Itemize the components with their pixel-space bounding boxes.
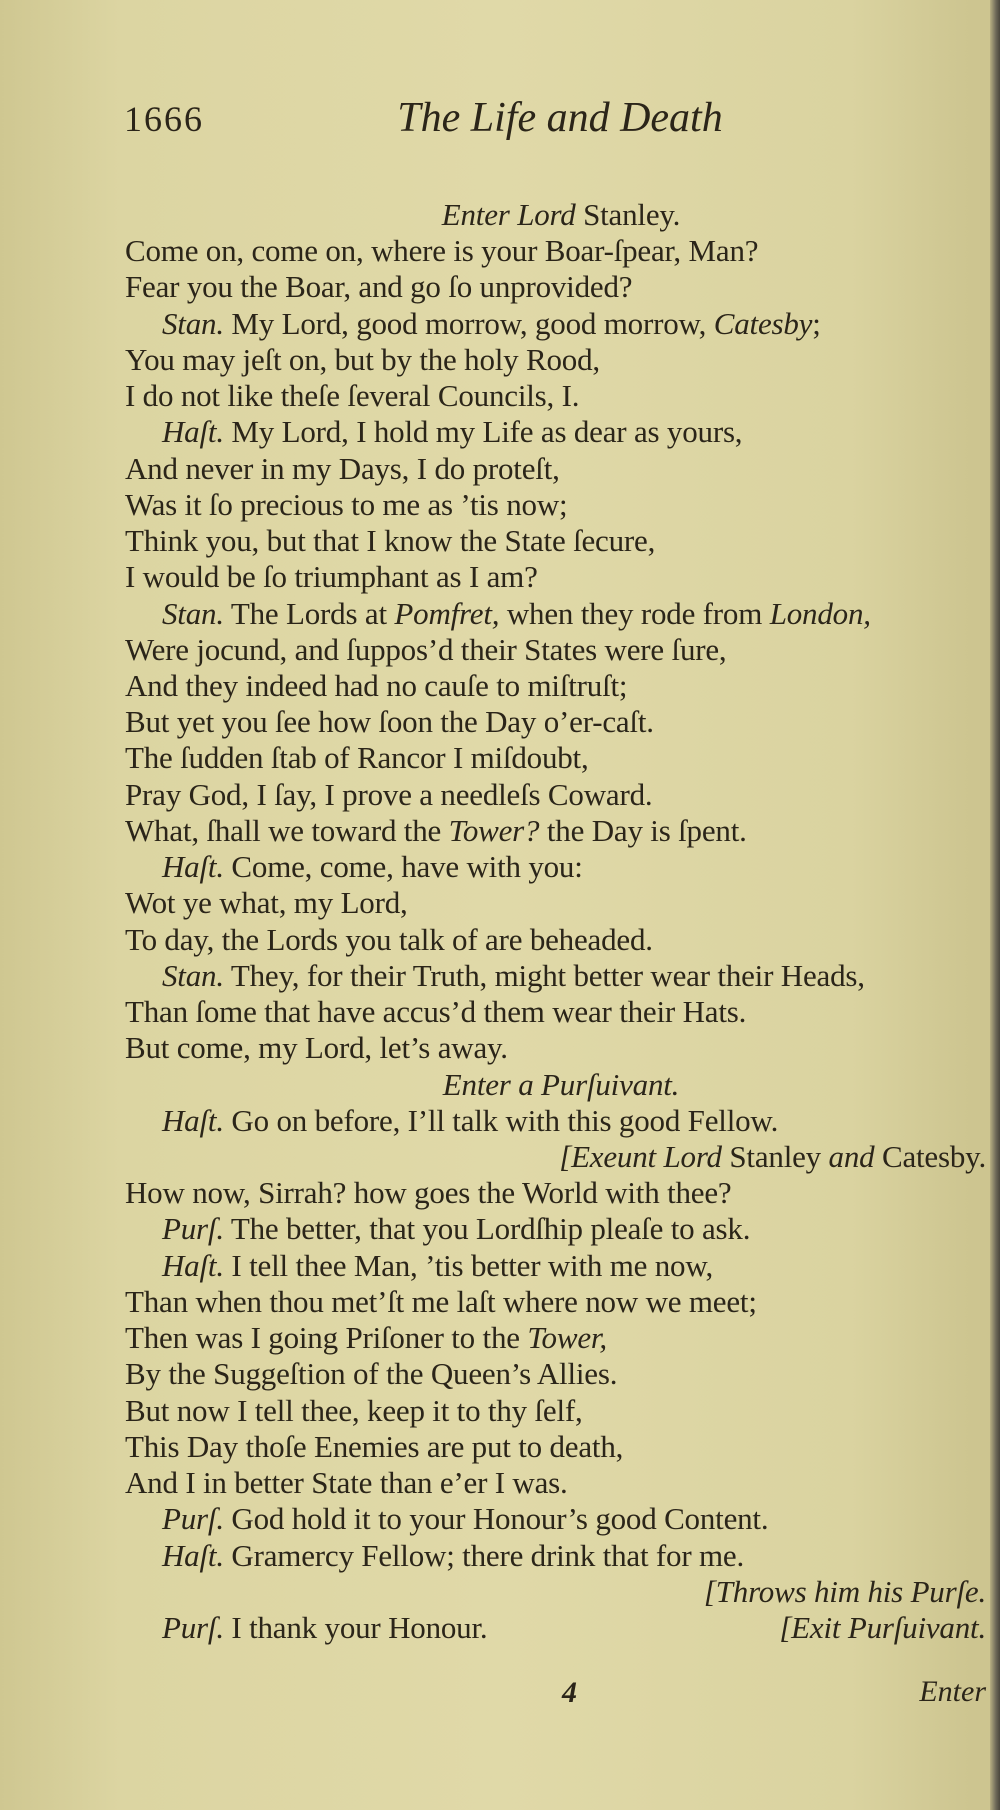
text-segment: Enter Lord [441,197,584,232]
verse-line [162,1248,713,1284]
verse-line [162,849,583,885]
verse-line [125,813,747,849]
text-segment: Wot ye what, my Lord, [125,885,408,921]
signature-mark: 4 [562,1676,577,1709]
text-segment: Enter a Purſuivant. [442,1066,680,1102]
text-segment: Catesby. [881,1138,986,1174]
page-number: 1666 [124,99,204,139]
text-segment: Stanley. [583,197,681,232]
text-segment: ; [812,305,821,341]
text-segment: I tell thee Man, ’tis better with me now, [223,1247,714,1283]
text-segment: God hold it to your Honour’s good Content. [223,1501,769,1537]
speaker-name: Haſt. [162,849,224,885]
speaker-name: Haſt. [162,1247,224,1283]
text-segment: And I in better State than e’er I was. [125,1465,568,1501]
speaker-name: Haſt. [162,1537,224,1573]
text-segment: and [828,1138,882,1174]
verse-line [162,958,865,994]
text-segment: when they rode from [499,595,770,631]
verse-line [125,777,652,813]
text-segment: Pray God, I ſay, I prove a needleſs Coward. [125,776,653,812]
text-segment: And never in my Days, I do proteſt, [125,450,560,486]
text-segment: By the Suggeſtion of the Queen’s Allies. [125,1356,618,1392]
verse-line [125,1175,731,1211]
text-segment: But now I tell thee, keep it to thy ſelf, [125,1392,583,1428]
verse-line [125,994,746,1030]
stage-direction [0,197,1000,233]
text-segment: I thank your Honour. [223,1609,488,1645]
text-segment: Think you, but that I know the State ſecure, [125,523,656,559]
verse-line [162,1103,778,1139]
text-segment: Tower? [448,812,540,848]
text-segment: Than ſome that have accus’d them wear their Hats. [125,994,747,1030]
verse-line [125,233,758,269]
stage-direction [704,1574,986,1610]
text-segment: To day, the Lords you talk of are beheaded. [125,921,653,957]
verse-line [162,1501,768,1537]
text-segment: But come, my Lord, let’s away. [125,1030,508,1066]
verse-line [125,342,600,378]
speaker-name: Purſ. [162,1211,224,1247]
stage-direction [0,1067,1000,1103]
text-segment: Tower, [527,1320,607,1356]
text-segment: Go on before, I’ll talk with this good Fellow. [223,1102,779,1138]
verse-line [162,306,821,342]
verse-line [125,1320,607,1356]
text-segment: Catesby [713,305,813,341]
speaker-name: Haſt. [162,414,224,450]
speaker-name: Stan. [162,957,224,993]
verse-line [125,1393,583,1429]
verse-line [125,523,655,559]
text-segment: My Lord, I hold my Life as dear as yours, [223,414,743,450]
text-segment: [Exeunt Lord [559,1138,730,1174]
text-segment: Come, come, have with you: [223,849,583,885]
verse-line [125,1284,757,1320]
text-segment: Gramercy Fellow; there drink that for me. [223,1537,745,1573]
text-segment: You may jeſt on, but by the holy Rood, [125,341,600,377]
speaker-name: Purſ. [162,1609,224,1645]
text-segment: Pomfret, [394,595,500,631]
text-segment: Stanley [729,1138,829,1174]
text-segment: I would be ſo triumphant as I am? [125,559,538,595]
verse-line [125,704,654,740]
text-segment: How now, Sirrah? how goes the World with thee? [125,1175,732,1211]
text-segment: The better, that you Lordſhip pleaſe to ask. [223,1211,751,1247]
text-segment: Come on, come on, where is your Boar-ſpear, Man? [125,233,759,269]
verse-line [162,414,742,450]
stage-direction [559,1139,986,1175]
text-segment: Then was I going Priſoner to the [125,1320,528,1356]
verse-line [125,1030,508,1066]
text-segment: The Lords at [223,595,395,631]
verse-line [162,1610,487,1646]
verse-line [125,1356,617,1392]
stage-direction: [Exit Purſuivant. [779,1609,986,1645]
text-segment: the Day is ſpent. [539,812,747,848]
verse-line [125,269,632,305]
text-segment: London, [769,595,871,631]
verse-line [162,1211,750,1247]
verse-line [125,559,538,595]
page-edge-shadow [990,0,1000,1810]
verse-line [125,1465,568,1501]
verse-line [125,922,653,958]
verse-line [125,451,560,487]
text-segment: But yet you ſee how ſoon the Day o’er-caſt. [125,704,654,740]
verse-line [125,378,579,414]
verse-line [162,1538,744,1574]
text-segment: Were jocund, and ſuppos’d their States were ſure, [125,631,727,667]
text-segment: My Lord, good morrow, good morrow, [223,305,714,341]
text-segment: Fear you the Boar, and go ſo unprovided? [125,269,633,305]
verse-line [125,487,567,523]
catchword: Enter [919,1675,986,1708]
verse-line [125,885,408,921]
text-segment: They, for their Truth, might better wear their Heads, [223,957,865,993]
speaker-name: Stan. [162,595,224,631]
speaker-name: Purſ. [162,1501,224,1537]
verse-line [125,1429,623,1465]
text-segment: This Day thoſe Enemies are put to death, [125,1428,624,1464]
verse-line [125,668,627,704]
speaker-name: Stan. [162,305,224,341]
text-segment: [Throws him his Purſe. [703,1573,986,1609]
text-segment: Was it ſo precious to me as ’tis now; [125,486,568,522]
verse-line [125,740,589,776]
running-title: The Life and Death [397,95,723,141]
text-segment: I do not like theſe ſeveral Councils, I. [125,378,580,414]
text-segment: What, ſhall we toward the [125,812,449,848]
text-segment: And they indeed had no cauſe to miſtruſt; [125,667,628,703]
text-segment: Than when thou met’ſt me laſt where now we meet; [125,1283,757,1319]
verse-line [125,632,726,668]
verse-line [162,596,871,632]
speaker-name: Haſt. [162,1102,224,1138]
text-segment: The ſudden ſtab of Rancor I miſdoubt, [125,740,589,776]
